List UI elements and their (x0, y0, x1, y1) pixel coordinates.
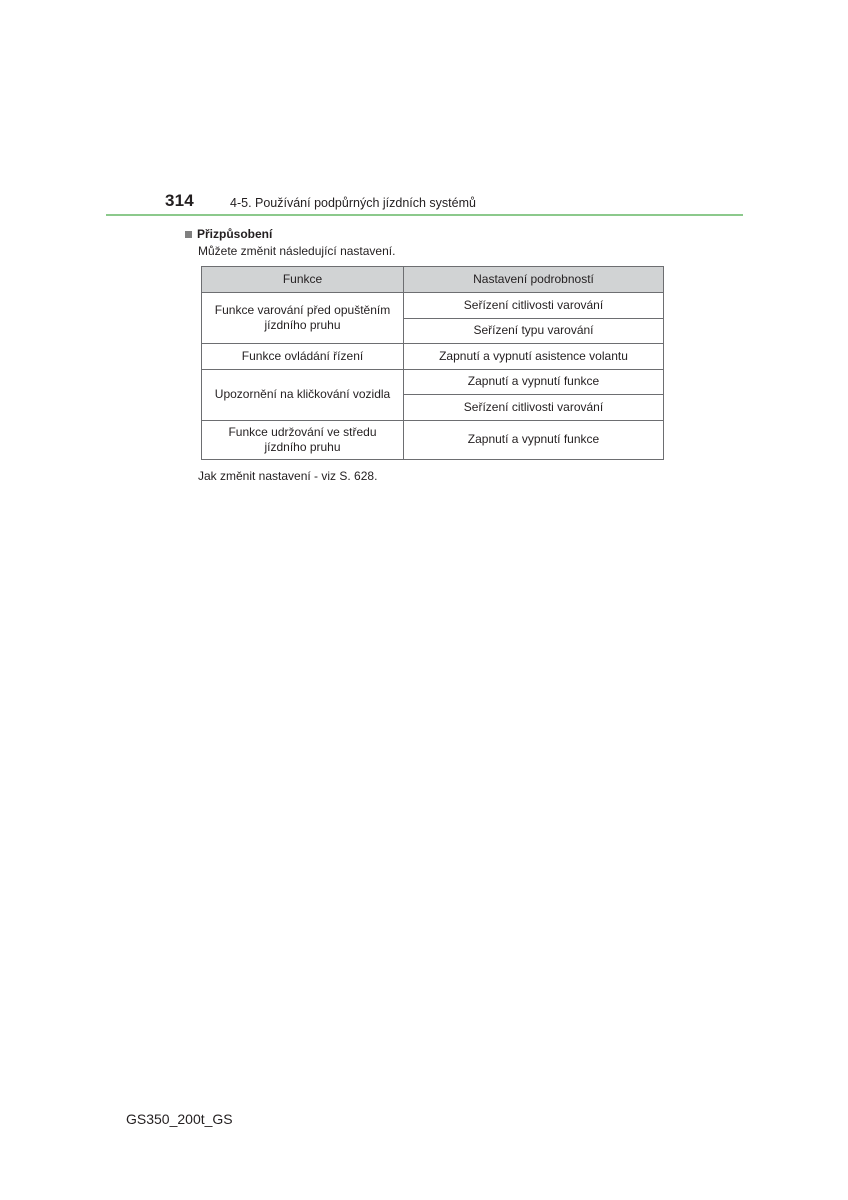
intro-text: Můžete změnit následující nastavení. (198, 244, 396, 258)
function-cell: Upozornění na kličkování vozidla (202, 369, 404, 420)
header-rule (106, 214, 743, 216)
subheading-text: Přizpůsobení (197, 227, 273, 241)
table-row (202, 420, 664, 459)
function-cell: Funkce ovládání řízení (202, 344, 404, 370)
section-title: 4-5. Používání podpůrných jízdních systémů (230, 196, 476, 210)
page-number: 314 (165, 191, 194, 210)
detail-cell: Seřízení typu varování (404, 318, 664, 344)
footer-model-code: GS350_200t_GS (126, 1111, 233, 1127)
table-row (202, 293, 664, 319)
settings-table (201, 266, 664, 460)
detail-cell: Zapnutí a vypnutí funkce (404, 420, 664, 459)
table-row (202, 344, 664, 370)
table-row (202, 369, 664, 395)
function-cell: Funkce udržování ve středu jízdního pruhu (202, 420, 404, 459)
detail-cell: Seřízení citlivosti varování (404, 293, 664, 319)
function-cell: Funkce varování před opuštěním jízdního pruhu (202, 293, 404, 344)
outro-text: Jak změnit nastavení - viz S. 628. (198, 469, 378, 483)
detail-cell: Zapnutí a vypnutí funkce (404, 369, 664, 395)
column-header-function: Funkce (202, 267, 404, 293)
square-bullet-icon (185, 231, 192, 238)
table-header-row (202, 267, 664, 293)
detail-cell: Zapnutí a vypnutí asistence volantu (404, 344, 664, 370)
detail-cell: Seřízení citlivosti varování (404, 395, 664, 421)
subheading (185, 227, 272, 241)
column-header-details: Nastavení podrobností (404, 267, 664, 293)
